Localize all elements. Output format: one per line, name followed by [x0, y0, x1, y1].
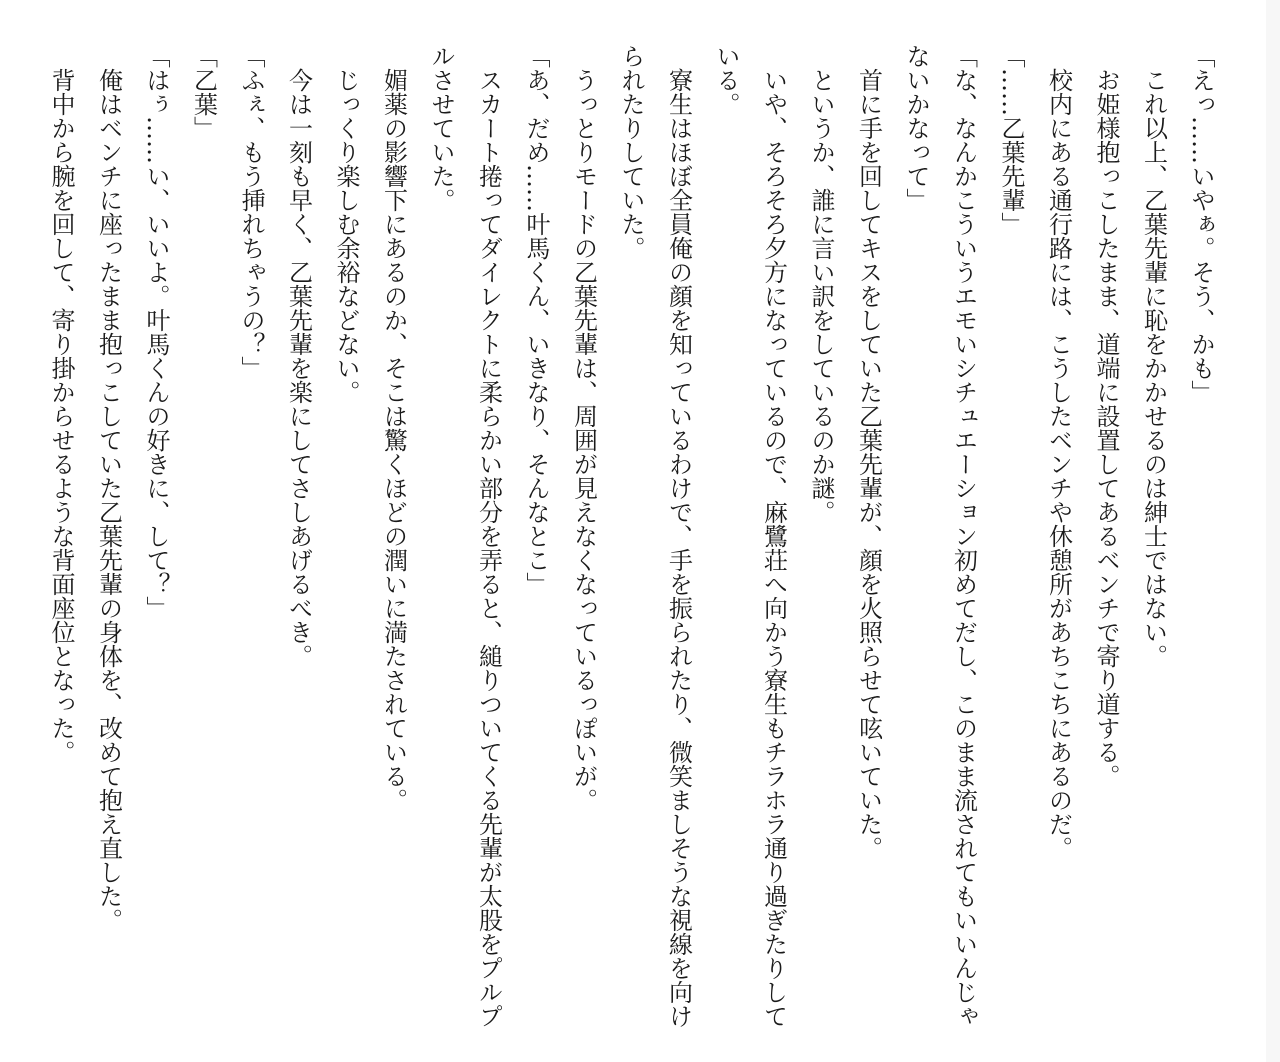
text-line: 俺はベンチに座ったまま抱っこしていた乙葉先輩の身体を、改めて抱え直した。 — [94, 44, 123, 932]
text-line: 「乙葉」 — [189, 44, 218, 140]
text-line: お姫様抱っこしたまま、道端に設置してあるベンチで寄り道する。 — [1092, 44, 1120, 788]
text-line: 「あ、だめ……叶馬くん、いきなり、そんなとこ」 — [522, 44, 550, 596]
text-line: 媚薬の影響下にあるのか、そこは驚くほどの潤いに満たされている。 — [379, 44, 408, 812]
page-edge — [1266, 0, 1280, 1062]
text-line: 「……乙葉先輩」 — [997, 44, 1025, 236]
text-line: 「な、なんかこういうエモいシチュエーション初めてだし、このまま流されてもいいんじゃないかなって」 — [902, 44, 978, 1028]
text-line: うっとりモードの乙葉先輩は、周囲が見えなくなっているっぽいが。 — [569, 44, 598, 812]
text-line: というか、誰に言い訳をしているのか謎。 — [807, 44, 835, 524]
text-line: 今は一刻も早く、乙葉先輩を楽にしてさしあげるべき。 — [284, 44, 313, 668]
text-line: 「えっ……いやぁ。そう、かも」 — [1187, 44, 1215, 404]
text-line: じっくり楽しむ余裕などない。 — [332, 44, 360, 404]
text-line: 「ふぇ、もう挿れちゃうの？」 — [237, 44, 265, 380]
text-line: スカート捲ってダイレクトに柔らかい部分を弄ると、縋りついてくる先輩が太股をプルプルさせていた。 — [427, 44, 503, 1028]
text-line: 寮生はほぼ全員俺の顔を知っているわけで、手を振られたり、微笑ましそうな視線を向けられたりしていた。 — [617, 44, 693, 1028]
text-line: 校内にある通行路には、こうしたベンチや休憩所があちこちにあるのだ。 — [1044, 44, 1073, 860]
text-line: いや、そろそろ夕方になっているので、麻鷺荘へ向かう寮生もチラホラ通り過ぎたりしている。 — [712, 44, 788, 1028]
vertical-text-body — [48, 44, 1224, 1044]
text-line: これ以上、乙葉先輩に恥をかかせるのは紳士ではない。 — [1139, 44, 1168, 668]
text-line: 首に手を回してキスをしていた乙葉先輩が、顔を火照らせて呟いていた。 — [854, 44, 883, 860]
text-line: 「はぅ……い、いいよ。叶馬くんの好きに、して？」 — [142, 44, 170, 620]
text-line: 背中から腕を回して、寄り掛からせるような背面座位となった。 — [47, 44, 75, 764]
